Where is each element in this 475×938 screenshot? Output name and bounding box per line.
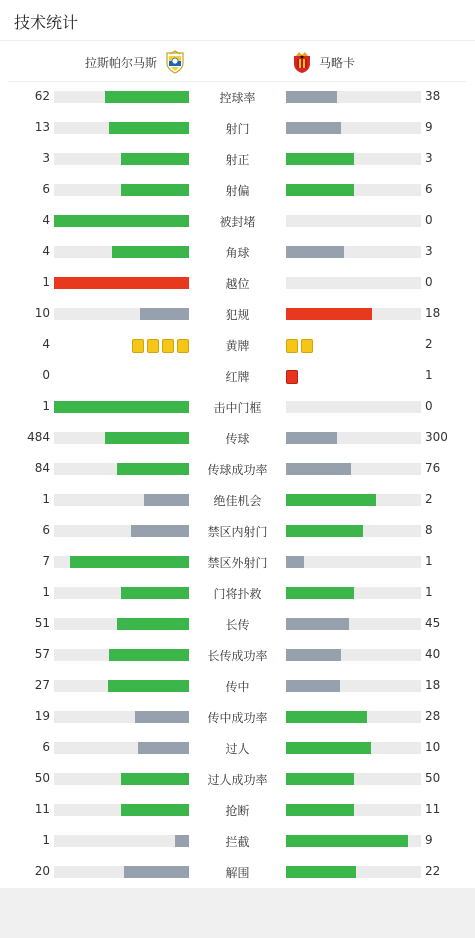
home-bar-fill: [54, 277, 189, 289]
yellow-card-icon: [286, 339, 298, 353]
away-value: 3: [425, 244, 433, 258]
away-bar-track: [286, 153, 421, 165]
stat-label: 传球成功率: [207, 463, 268, 477]
stat-label: 门将扑救: [213, 587, 262, 601]
home-value: 4: [42, 337, 50, 351]
stat-row: [0, 330, 475, 361]
stat-label: 红牌: [225, 370, 250, 384]
away-bar-track: [286, 556, 421, 568]
away-value: 300: [425, 430, 448, 444]
stat-label: 禁区外射门: [207, 556, 268, 570]
home-bar-fill: [112, 246, 189, 258]
home-bar-track: [54, 308, 189, 320]
home-bar-fill: [54, 401, 189, 413]
stat-row: [0, 795, 475, 826]
home-bar-track: [54, 587, 189, 599]
home-bar-track: [54, 215, 189, 227]
away-bar-fill: [286, 587, 354, 599]
stat-label: 拦截: [225, 835, 250, 849]
away-bar-fill: [286, 184, 354, 196]
home-bar-fill: [117, 618, 189, 630]
home-bar-fill: [121, 773, 189, 785]
stat-label: 长传成功率: [207, 649, 268, 663]
away-team-name: 马略卡: [319, 55, 356, 70]
stat-label: 角球: [225, 246, 250, 260]
home-bar-track: [54, 277, 189, 289]
stat-row: [0, 857, 475, 888]
away-value: 11: [425, 802, 441, 816]
away-value: 0: [425, 275, 433, 289]
away-value: 6: [425, 182, 433, 196]
home-value: 51: [34, 616, 50, 630]
away-bar-track: [286, 91, 421, 103]
yellow-card-icon: [177, 339, 189, 353]
away-bar-fill: [286, 618, 349, 630]
stat-row: [0, 516, 475, 547]
stat-row: [0, 764, 475, 795]
away-value: 1: [425, 585, 433, 599]
home-bar-track: [54, 122, 189, 134]
away-value: 38: [425, 89, 441, 103]
away-bar-track: [286, 618, 421, 630]
away-value: 28: [425, 709, 441, 723]
home-value: 7: [42, 554, 50, 568]
home-value: 1: [42, 492, 50, 506]
away-bar-fill: [286, 308, 372, 320]
away-value: 9: [425, 120, 433, 134]
home-value: 84: [34, 461, 50, 475]
stat-row: [0, 609, 475, 640]
home-bar-track: [54, 184, 189, 196]
away-value: 0: [425, 399, 433, 413]
stat-label: 长传: [225, 618, 250, 632]
stat-row: [0, 175, 475, 206]
away-bar-track: [286, 680, 421, 692]
stat-row: [0, 299, 475, 330]
mallorca-crest-icon: [290, 50, 314, 74]
away-value: 10: [425, 740, 441, 754]
away-value: 18: [425, 306, 441, 320]
away-bar-track: [286, 308, 421, 320]
home-bar-track: [54, 649, 189, 661]
home-bar-fill: [124, 866, 189, 878]
stat-label: 过人: [225, 742, 250, 756]
home-bar-track: [54, 525, 189, 537]
stat-row: [0, 733, 475, 764]
home-value: 27: [34, 678, 50, 692]
home-bar-track: [54, 91, 189, 103]
home-value: 13: [34, 120, 50, 134]
away-value: 0: [425, 213, 433, 227]
away-value: 45: [425, 616, 441, 630]
stat-label: 射门: [225, 122, 250, 136]
home-value: 6: [42, 523, 50, 537]
home-value: 62: [34, 89, 50, 103]
away-bar-track: [286, 835, 421, 847]
las-palmas-crest-icon: [163, 50, 187, 74]
home-bar-fill: [109, 649, 189, 661]
stat-label: 犯规: [225, 308, 250, 322]
stat-label: 击中门框: [213, 401, 262, 415]
home-value: 3: [42, 151, 50, 165]
stat-label: 越位: [225, 277, 250, 291]
away-bar-fill: [286, 556, 304, 568]
home-bar-track: [54, 494, 189, 506]
home-bar-fill: [138, 742, 189, 754]
away-bar-fill: [286, 711, 367, 723]
stat-row: [0, 826, 475, 857]
home-value: 1: [42, 399, 50, 413]
home-bar-track: [54, 618, 189, 630]
away-bar-track: [286, 587, 421, 599]
away-bar-track: [286, 804, 421, 816]
home-value: 1: [42, 833, 50, 847]
away-bar-track: [286, 246, 421, 258]
stat-row: [0, 144, 475, 175]
stat-row: [0, 454, 475, 485]
section-title: 技术统计: [14, 13, 79, 32]
away-bar-fill: [286, 122, 341, 134]
home-value: 484: [27, 430, 50, 444]
home-value: 10: [34, 306, 50, 320]
away-bar-track: [286, 432, 421, 444]
home-team-name: 拉斯帕尔马斯: [84, 55, 157, 70]
away-value: 50: [425, 771, 441, 785]
away-bar-track: [286, 742, 421, 754]
away-bar-track: [286, 494, 421, 506]
home-value: 11: [34, 802, 50, 816]
away-bar-track: [286, 401, 421, 413]
away-bar-fill: [286, 804, 354, 816]
stat-row: [0, 702, 475, 733]
stat-label: 传中成功率: [207, 711, 268, 725]
home-value: 4: [42, 244, 50, 258]
home-bar-fill: [144, 494, 189, 506]
home-bar-track: [54, 866, 189, 878]
stat-label: 传中: [225, 680, 250, 694]
home-bar-fill: [54, 215, 189, 227]
away-bar-track: [286, 711, 421, 723]
away-bar-track: [286, 773, 421, 785]
home-bar-track: [54, 401, 189, 413]
home-bar-fill: [109, 122, 189, 134]
stat-label: 射正: [225, 153, 250, 167]
home-bar-fill: [121, 153, 189, 165]
away-bar-track: [286, 215, 421, 227]
yellow-card-icon: [162, 339, 174, 353]
away-bar-fill: [286, 525, 363, 537]
away-value: 2: [425, 492, 433, 506]
stat-row: [0, 206, 475, 237]
away-bar-track: [286, 463, 421, 475]
stat-row: [0, 113, 475, 144]
away-bar-fill: [286, 866, 356, 878]
away-bar-fill: [286, 153, 354, 165]
red-card-icon: [286, 370, 298, 384]
stat-row: [0, 392, 475, 423]
away-bar-fill: [286, 246, 344, 258]
home-bar-track: [54, 711, 189, 723]
home-value: 1: [42, 275, 50, 289]
stat-row: [0, 268, 475, 299]
home-value: 1: [42, 585, 50, 599]
away-bar-fill: [286, 494, 376, 506]
stats-list: [0, 82, 475, 888]
away-bar-fill: [286, 91, 337, 103]
stat-row: [0, 578, 475, 609]
stat-label: 过人成功率: [207, 773, 268, 787]
home-bar-track: [54, 432, 189, 444]
home-bar-fill: [108, 680, 189, 692]
home-bar-fill: [175, 835, 189, 847]
away-bar-fill: [286, 680, 340, 692]
away-value: 1: [425, 554, 433, 568]
stat-row: [0, 237, 475, 268]
home-bar-fill: [140, 308, 189, 320]
home-value: 19: [34, 709, 50, 723]
home-bar-fill: [105, 91, 189, 103]
home-value: 50: [34, 771, 50, 785]
yellow-card-icon: [132, 339, 144, 353]
home-bar-fill: [117, 463, 189, 475]
stat-label: 禁区内射门: [207, 525, 268, 539]
home-bar-track: [54, 153, 189, 165]
stat-label: 抢断: [225, 804, 250, 818]
home-bar-fill: [131, 525, 189, 537]
stat-row: [0, 423, 475, 454]
away-bar-fill: [286, 835, 408, 847]
home-value: 4: [42, 213, 50, 227]
home-bar-track: [54, 246, 189, 258]
stat-label: 控球率: [219, 91, 256, 105]
stat-label: 黄牌: [225, 339, 250, 353]
stat-label: 被封堵: [219, 215, 256, 229]
away-value: 76: [425, 461, 441, 475]
stat-row: [0, 485, 475, 516]
home-value: 57: [34, 647, 50, 661]
home-bar-track: [54, 556, 189, 568]
away-value: 3: [425, 151, 433, 165]
home-bar-fill: [135, 711, 189, 723]
away-bar-fill: [286, 432, 337, 444]
away-bar-track: [286, 277, 421, 289]
yellow-card-icon: [301, 339, 313, 353]
home-bar-fill: [105, 432, 189, 444]
home-bar-track: [54, 463, 189, 475]
away-value: 1: [425, 368, 433, 382]
home-bar-track: [54, 680, 189, 692]
away-bar-track: [286, 184, 421, 196]
stat-label: 射偏: [225, 184, 250, 198]
away-cards: [286, 370, 298, 384]
home-cards: [132, 339, 189, 353]
away-value: 40: [425, 647, 441, 661]
home-bar-fill: [121, 184, 189, 196]
home-value: 6: [42, 740, 50, 754]
teams-header: [0, 41, 475, 81]
away-value: 2: [425, 337, 433, 351]
stat-row: [0, 82, 475, 113]
home-value: 6: [42, 182, 50, 196]
home-value: 20: [34, 864, 50, 878]
home-bar-fill: [121, 804, 189, 816]
away-cards: [286, 339, 313, 353]
home-bar-fill: [70, 556, 189, 568]
away-bar-fill: [286, 773, 354, 785]
home-bar-fill: [121, 587, 189, 599]
home-value: 0: [42, 368, 50, 382]
stat-label: 解围: [225, 866, 250, 880]
yellow-card-icon: [147, 339, 159, 353]
away-team[interactable]: [290, 50, 355, 74]
stat-row: [0, 671, 475, 702]
away-value: 18: [425, 678, 441, 692]
stat-label: 传球: [225, 432, 250, 446]
home-team[interactable]: [85, 50, 187, 74]
stat-row: [0, 547, 475, 578]
away-bar-fill: [286, 742, 371, 754]
stat-row: [0, 361, 475, 392]
home-bar-track: [54, 742, 189, 754]
away-value: 22: [425, 864, 441, 878]
stat-label: 绝佳机会: [213, 494, 262, 508]
away-value: 9: [425, 833, 433, 847]
away-bar-fill: [286, 649, 341, 661]
away-bar-track: [286, 122, 421, 134]
away-bar-track: [286, 866, 421, 878]
away-value: 8: [425, 523, 433, 537]
home-bar-track: [54, 804, 189, 816]
away-bar-track: [286, 525, 421, 537]
away-bar-fill: [286, 463, 351, 475]
home-bar-track: [54, 835, 189, 847]
home-bar-track: [54, 773, 189, 785]
away-bar-track: [286, 649, 421, 661]
stat-row: [0, 640, 475, 671]
